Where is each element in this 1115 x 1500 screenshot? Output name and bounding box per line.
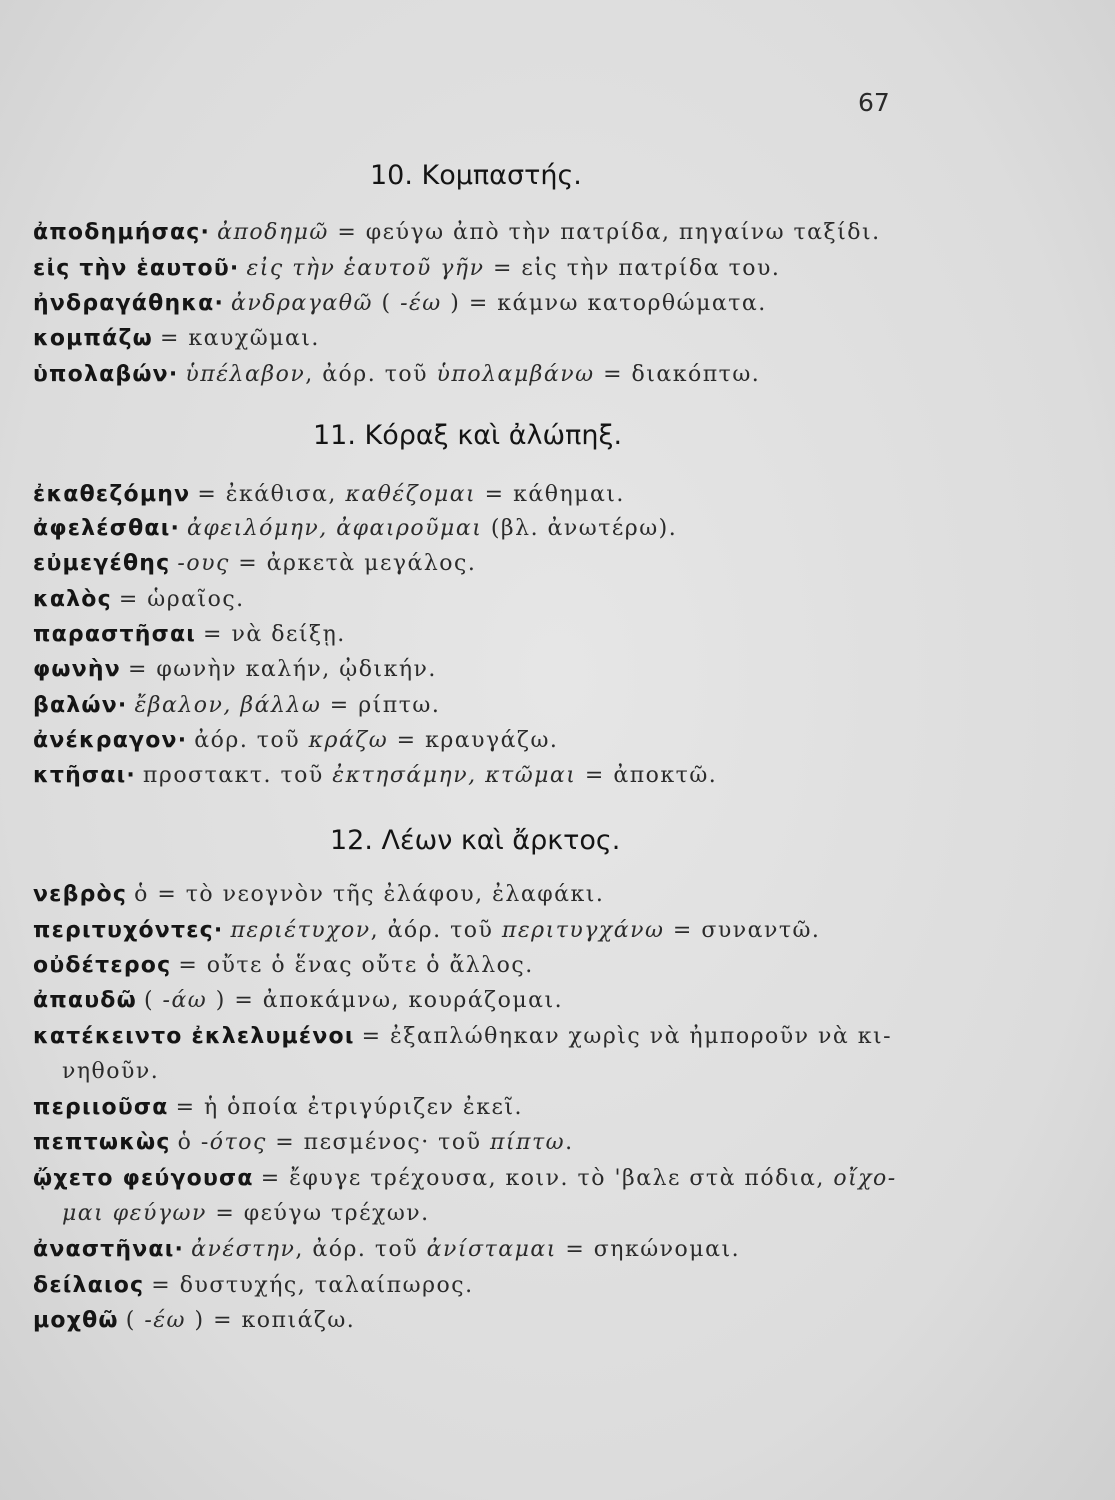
glossary-entry (33, 955, 534, 977)
entry-gloss: = ἀρκετὰ μεγάλος. (229, 551, 477, 576)
glossary-entry (33, 1097, 523, 1119)
glossary-entry (33, 1275, 474, 1297)
glossary-entry (33, 222, 881, 244)
entry-gloss: = φεύγω ἀπὸ τὴν πατρίδα, πηγαίνω ταξίδι. (328, 220, 881, 245)
entry-gloss: ἀνέστην (191, 1237, 296, 1262)
entry-gloss: = εἰς τὴν πατρίδα του. (484, 256, 781, 281)
entry-gloss: νηθοῦν. (62, 1059, 160, 1084)
entry-gloss: = οὔτε ὁ ἕνας οὔτε ὁ ἄλλος. (178, 953, 534, 978)
entry-lemma: ἀναστῆναι· (33, 1237, 185, 1262)
glossary-entry (33, 589, 245, 611)
entry-gloss: ( (143, 988, 163, 1013)
entry-lemma: κομπάζω (33, 326, 153, 351)
section-title: 11. Κόραξ καὶ ἀλώπηξ. (313, 420, 623, 451)
section-title: 10. Κομπαστής. (370, 160, 582, 191)
entry-gloss: , ἀόρ. τοῦ (295, 1237, 427, 1262)
entry-gloss: ἔβαλον, βάλλω (134, 693, 322, 718)
glossary-entry (33, 364, 760, 386)
glossary-entry (33, 765, 717, 787)
entry-gloss: = καυχῶμαι. (159, 326, 320, 351)
entry-lemma: ἀπαυδῶ (33, 988, 137, 1013)
entry-gloss: ὑπολαμβάνω (436, 362, 595, 387)
entry-lemma: μοχθῶ (33, 1308, 119, 1333)
glossary-entry (33, 484, 625, 506)
entry-gloss: καθέζομαι (345, 482, 477, 507)
section-title: 12. Λέων καὶ ἄρκτος. (330, 825, 621, 856)
glossary-entry (33, 1310, 355, 1332)
entry-gloss: εἰς τὴν ἑαυτοῦ γῆν (246, 256, 485, 281)
entry-gloss: = ἀποκτῶ. (576, 763, 718, 788)
entry-gloss: -ους (177, 551, 230, 576)
entry-lemma: πεπτωκὼς (33, 1130, 171, 1155)
entry-gloss: , ἀόρ. τοῦ (305, 362, 437, 387)
entry-gloss: προστακτ. τοῦ (142, 763, 333, 788)
entry-lemma: καλὸς (33, 587, 112, 612)
entry-lemma: κατέκειντο ἐκλελυμένοι (33, 1024, 355, 1049)
entry-lemma: κτῆσαι· (33, 763, 136, 788)
entry-gloss: ἀφειλόμην, ἀφαιροῦμαι (187, 516, 483, 541)
entry-gloss: . (565, 1130, 574, 1155)
entry-gloss: = ἐξαπλώθηκαν χωρὶς νὰ ἠμποροῦν νὰ κι- (361, 1024, 893, 1049)
entry-lemma: περιιοῦσα (33, 1095, 169, 1120)
entry-lemma: περιτυχόντες· (33, 918, 224, 943)
entry-gloss: = κραυγάζω. (388, 728, 559, 753)
entry-gloss: = πεσμένος· τοῦ (266, 1130, 490, 1155)
entry-gloss: = φεύγω τρέχων. (206, 1201, 430, 1226)
entry-gloss: -άω (162, 988, 208, 1013)
entry-lemma: ἀνέκραγον· (33, 728, 188, 753)
entry-gloss: ἀποδημῶ (217, 220, 329, 245)
entry-gloss: = ἡ ὁποία ἐτριγύριζεν ἐκεῖ. (175, 1095, 523, 1120)
entry-gloss: (βλ. ἀνωτέρω). (482, 516, 678, 541)
entry-gloss: ἐκτησάμην, κτῶμαι (332, 763, 577, 788)
glossary-entry (33, 730, 558, 752)
entry-gloss: = νὰ δείξῃ. (203, 622, 346, 647)
entry-gloss: περιέτυχον (230, 918, 371, 943)
entry-gloss: ) = ἀποκάμνω, κουράζομαι. (207, 988, 564, 1013)
glossary-entry (33, 1026, 892, 1048)
entry-gloss: μαι φεύγων (62, 1201, 207, 1226)
entry-gloss: = φωνὴν καλήν, ᾠδικήν. (127, 657, 437, 682)
page-number: 67 (858, 88, 890, 117)
entry-continuation (62, 1203, 430, 1225)
entry-gloss: ὁ - (177, 1130, 210, 1155)
entry-gloss: = ἔφυγε τρέχουσα, κοιν. τὸ 'βαλε στὰ πόδια, (260, 1166, 834, 1191)
entry-lemma: βαλών· (33, 693, 128, 718)
entry-lemma: φωνὴν (33, 657, 121, 682)
entry-gloss: ἀνδραγαθῶ (231, 291, 373, 316)
entry-lemma: οὐδέτερος (33, 953, 172, 978)
entry-lemma: νεβρὸς (33, 882, 128, 907)
entry-gloss: ἀνίσταμαι (426, 1237, 557, 1262)
glossary-entry (33, 695, 440, 717)
glossary-entry (33, 1168, 897, 1190)
entry-lemma: δείλαιος (33, 1273, 145, 1298)
entry-lemma: ἠνδραγάθηκα· (33, 291, 225, 316)
entry-gloss: ὑπέλαβον (185, 362, 306, 387)
entry-gloss: , ἀόρ. τοῦ (370, 918, 502, 943)
entry-lemma: εὐμεγέθης (33, 551, 171, 576)
entry-gloss: ἀόρ. τοῦ (194, 728, 309, 753)
entry-gloss: = ἐκάθισα, (197, 482, 346, 507)
entry-continuation (62, 1061, 159, 1083)
entry-gloss: = ρίπτω. (321, 693, 441, 718)
entry-gloss: πίπτω (489, 1130, 566, 1155)
entry-lemma: ἀφελέσθαι· (33, 516, 181, 541)
entry-lemma: ᾤχετο φεύγουσα (33, 1166, 254, 1191)
entry-lemma: ὑπολαβών· (33, 362, 179, 387)
entry-gloss: ( (125, 1308, 145, 1333)
entry-lemma: παραστῆσαι (33, 622, 197, 647)
glossary-entry (33, 920, 820, 942)
entry-gloss: ότος (209, 1130, 267, 1155)
entry-gloss: -έω (144, 1308, 186, 1333)
entry-gloss: = συναντῶ. (664, 918, 821, 943)
entry-lemma: ἐκαθεζόμην (33, 482, 191, 507)
glossary-entry (33, 1132, 574, 1154)
glossary-entry (33, 884, 604, 906)
glossary-entry (33, 518, 677, 540)
entry-gloss: περιτυγχάνω (501, 918, 665, 943)
glossary-entry (33, 553, 476, 575)
glossary-entry (33, 258, 780, 280)
entry-gloss: ) = κοπιάζω. (186, 1308, 356, 1333)
glossary-entry (33, 1239, 740, 1261)
entry-gloss: ( (372, 291, 401, 316)
glossary-entry (33, 624, 346, 646)
entry-gloss: -έω (400, 291, 442, 316)
entry-lemma: ἀποδημήσας· (33, 220, 211, 245)
entry-gloss: = δυστυχής, ταλαίπωρος. (151, 1273, 474, 1298)
glossary-entry (33, 659, 437, 681)
entry-gloss: = σηκώνομαι. (556, 1237, 741, 1262)
entry-gloss: ὁ = τὸ νεογνὸν τῆς ἐλάφου, ἐλαφάκι. (134, 882, 605, 907)
entry-gloss: ) = κάμνω κατορθώματα. (441, 291, 767, 316)
glossary-entry (33, 990, 563, 1012)
entry-gloss: = κάθημαι. (476, 482, 625, 507)
entry-gloss: οἴχο- (833, 1166, 897, 1191)
glossary-entry (33, 293, 767, 315)
entry-gloss: = ὡραῖος. (118, 587, 245, 612)
glossary-entry (33, 328, 320, 350)
entry-gloss: = διακόπτω. (594, 362, 761, 387)
entry-lemma: εἰς τὴν ἑαυτοῦ· (33, 256, 240, 281)
entry-gloss: κράζω (308, 728, 389, 753)
